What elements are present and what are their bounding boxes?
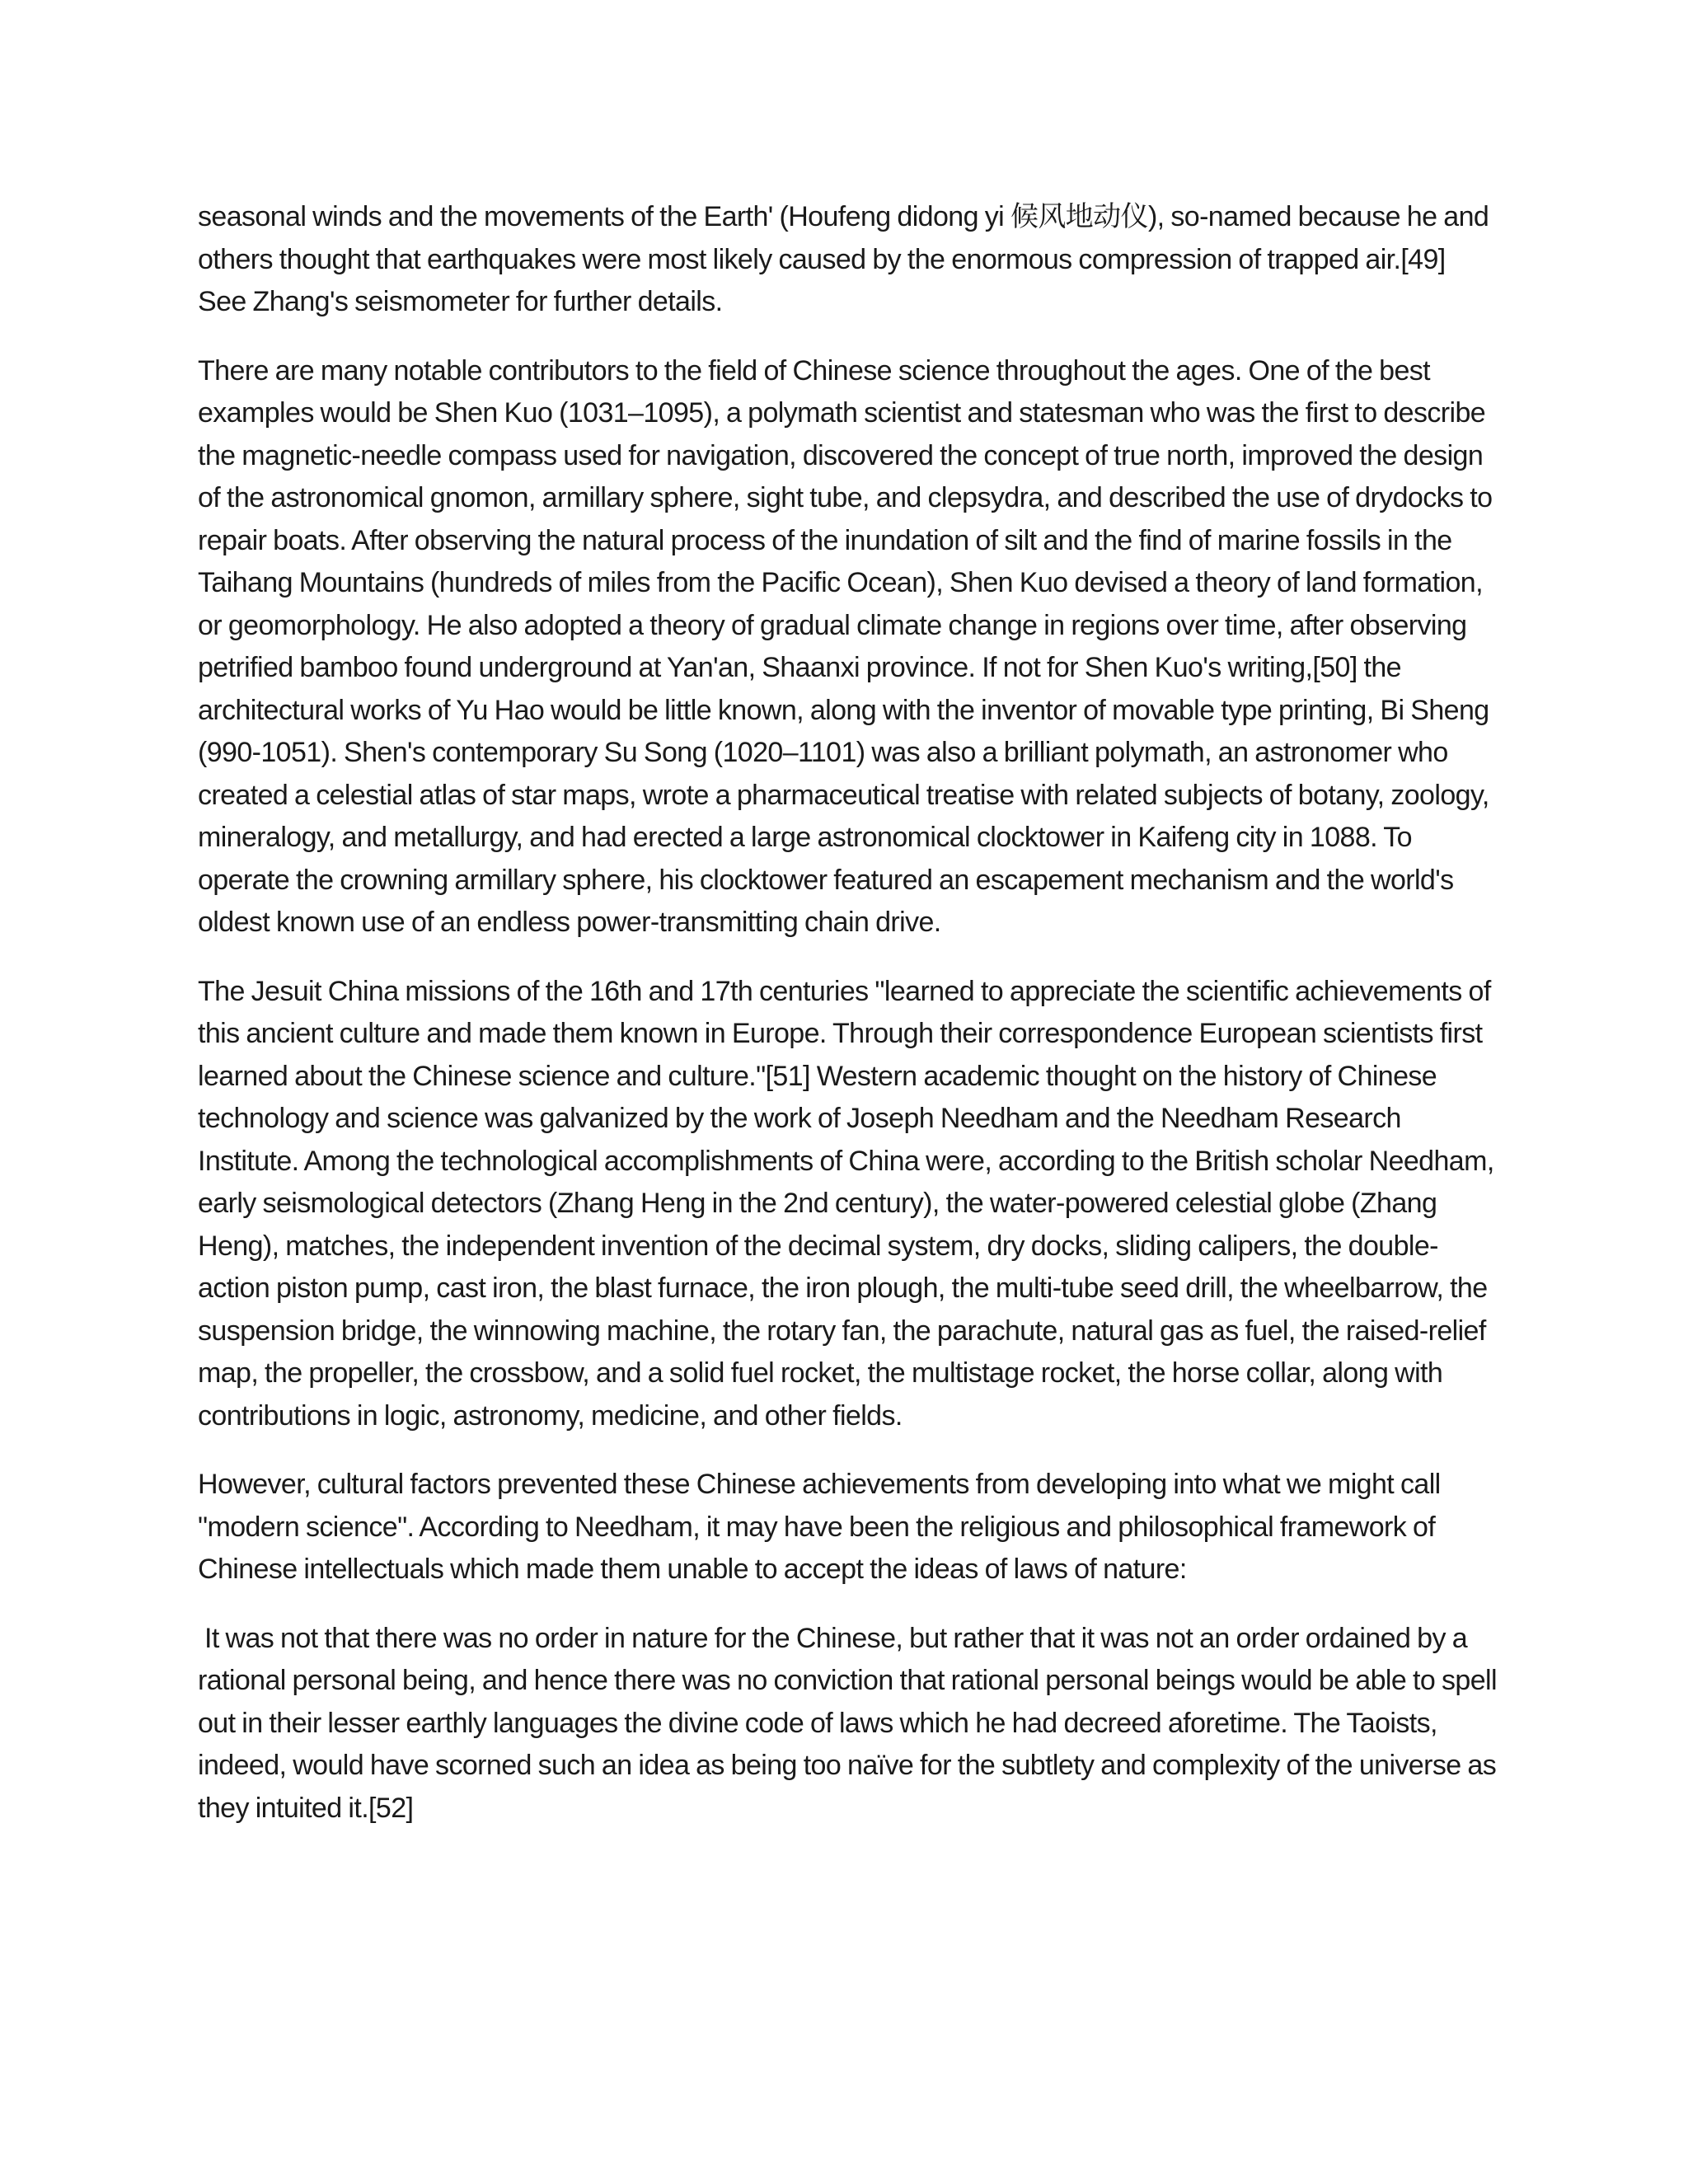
paragraph-contributors: There are many notable contributors to the field of Chinese science throughout the ages. One of the best examples would be Shen Kuo (1031–1095), a polymath scientist and statesman who was the first to describe the magnetic-needle compass used for navigation, discovered the concept of true north, improved the design of the astronomical gnomon, armillary sphere, sight tube, and clepsydra, and described the use of drydocks to repair boats. After observing the natural process of the inundation of silt and the find of marine fossils in the Taihang Mountains (hundreds of miles from the Pacific Ocean), Shen Kuo devised a theory of land formation, or geomorphology. He also adopted a theory of gradual climate change in regions over time, after observing petrified bamboo found underground at Yan'an, Shaanxi province. If not for Shen Kuo's writing,[50] the architectural works of Yu Hao would be little known, along with the inventor of movable type printing, Bi Sheng (990-1051). Shen's contemporary Su Song (1020–1101) was also a brilliant polymath, an astronomer who created a celestial atlas of star maps, wrote a pharmaceutical treatise with related subjects of botany, zoology, mineralogy, and metallurgy, and had erected a large astronomical clocktower in Kaifeng city in 1088. To operate the crowning armillary sphere, his clocktower featured an escapement mechanism and the world's oldest known use of an endless power-transmitting chain drive. [198, 354, 1493, 938]
paragraph-needham-quote: It was not that there was no order in nature for the Chinese, but rather that it was not an order ordained by a rational personal being, and hence there was no conviction that rational personal beings would be able to spell out in their lesser earthly languages the divine code of laws which he had decreed aforetime. The Taoists, indeed, would have scorned such an idea as being too naïve for the subtlety and complexity of the universe as they intuited it.[52] [198, 1622, 1497, 1824]
paragraph-seismometer: seasonal winds and the movements of the Earth' (Houfeng didong yi 候风地动仪), so-named because he and others thought that earthquakes were most likely caused by the enormous compression of trapped air.[49] See Zhang's seismometer for further details. [198, 201, 1489, 317]
paragraph-jesuit-needham: The Jesuit China missions of the 16th and 17th centuries "learned to appreciate the scientific achievements of this ancient culture and made them known in Europe. Through their correspondence European scientists first learned about the Chinese science and culture."[51] Western academic thought on the history of Chinese technology and science was galvanized by the work of Joseph Needham and the Needham Research Institute. Among the technological accomplishments of China were, according to the British scholar Needham, early seismological detectors (Zhang Heng in the 2nd century), the water-powered celestial globe (Zhang Heng), matches, the independent invention of the decimal system, dry docks, sliding calipers, the double-action piston pump, cast iron, the blast furnace, the iron plough, the multi-tube seed drill, the wheelbarrow, the suspension bridge, the winnowing machine, the rotary fan, the parachute, natural gas as fuel, the raised-relief map, the propeller, the crossbow, and a solid fuel rocket, the multistage rocket, the horse collar, along with contributions in logic, astronomy, medicine, and other fields. [198, 975, 1494, 1432]
document-body [198, 196, 1500, 1856]
paragraph-cultural-factors: However, cultural factors prevented these Chinese achievements from developing into what we might call "modern science". According to Needham, it may have been the religious and philosophical framework of Chinese intellectuals which made them unable to accept the ideas of laws of nature: [198, 1469, 1441, 1585]
